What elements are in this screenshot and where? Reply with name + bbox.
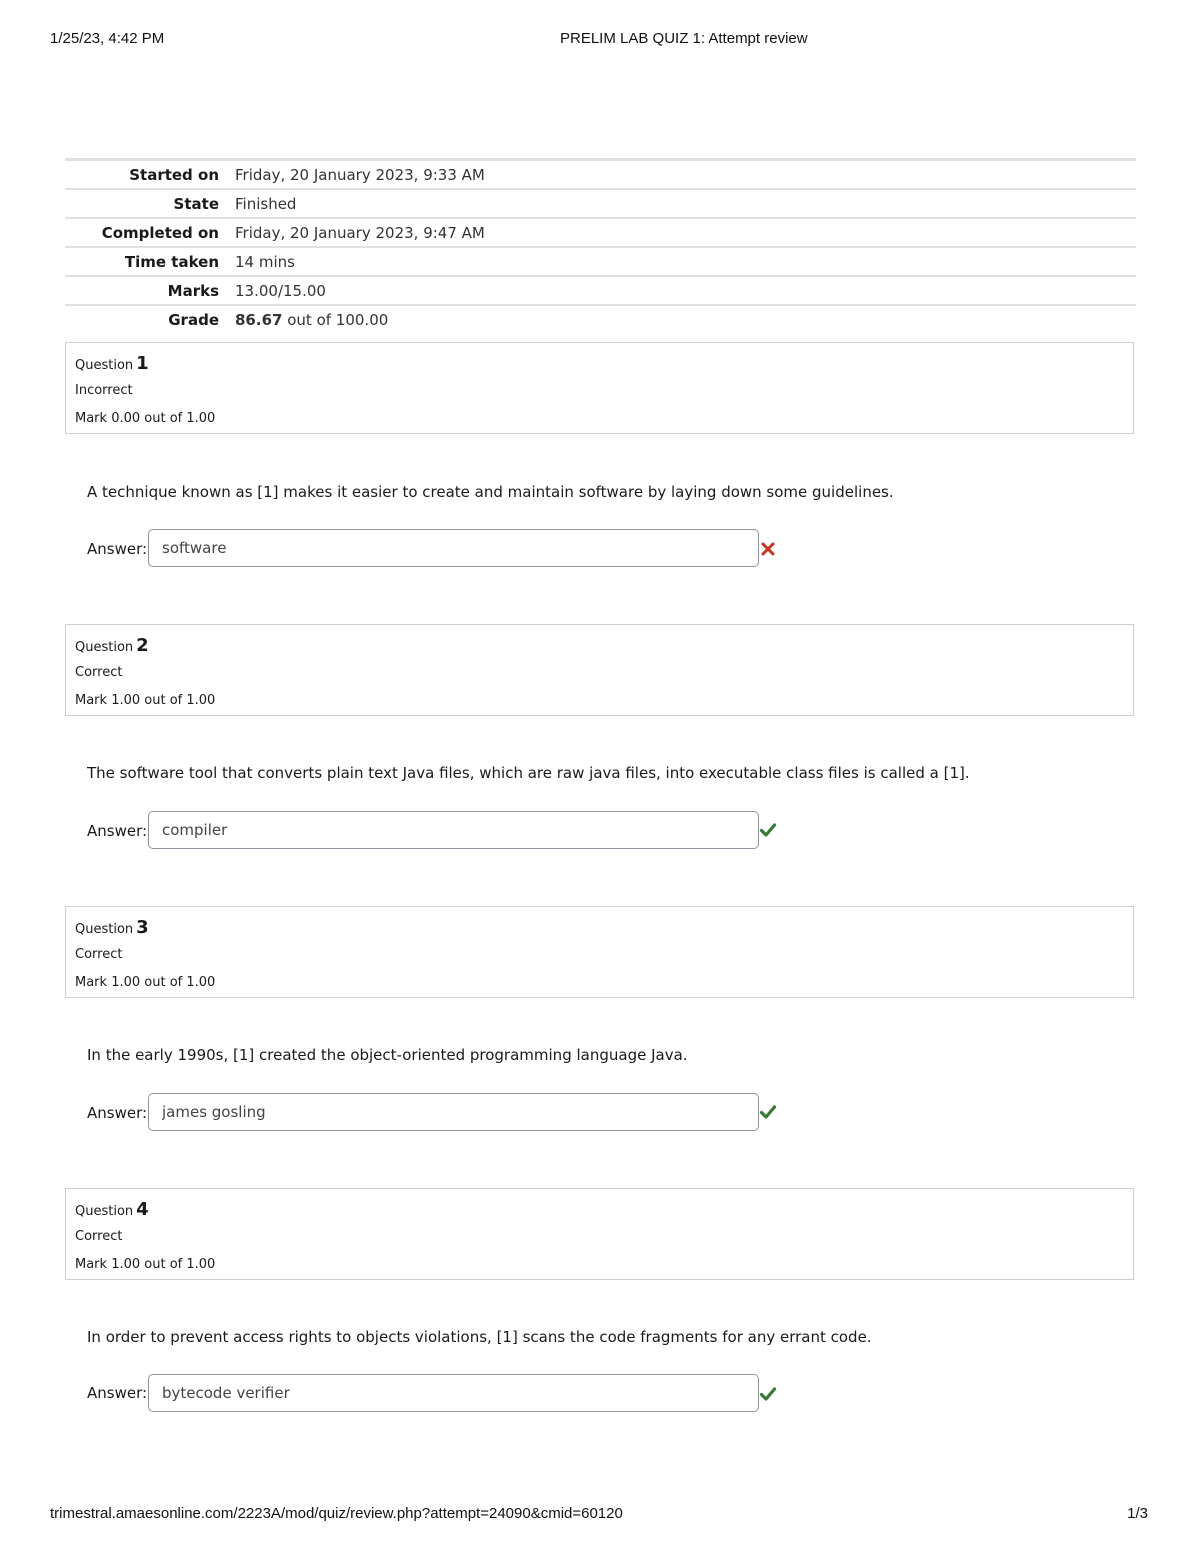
document-title: PRELIM LAB QUIZ 1: Attempt review: [560, 30, 808, 47]
print-footer: [50, 1505, 1148, 1525]
summary-label: Completed on: [101, 224, 219, 242]
question-text-4: In order to prevent access rights to objects violations, [1] scans the code fragments for any errant code.: [87, 1328, 872, 1346]
answer-label: Answer:: [87, 1104, 148, 1122]
answer-label: Answer:: [87, 822, 148, 840]
question-number: Question 4: [75, 1199, 149, 1220]
correct-check-icon: [760, 1386, 776, 1402]
answer-label: Answer:: [87, 540, 148, 558]
summary-label: Marks: [167, 282, 219, 300]
page-url: trimestral.amaesonline.com/2223A/mod/quiz/review.php?attempt=24090&cmid=60120: [50, 1505, 623, 1522]
question-number: Question 2: [75, 635, 149, 656]
question-mark: Mark 1.00 out of 1.00: [75, 975, 216, 990]
question-info-2: [65, 624, 1134, 716]
summary-row-completed: [65, 218, 1136, 247]
summary-label: Started on: [129, 166, 219, 184]
summary-value: Friday, 20 January 2023, 9:33 AM: [235, 166, 485, 184]
page-number: 1/3: [1127, 1505, 1148, 1522]
attempt-summary-table: [65, 158, 1136, 333]
question-text-3: In the early 1990s, [1] created the object-oriented programming language Java.: [87, 1046, 688, 1064]
question-state: Correct: [75, 947, 123, 962]
summary-row-started: [65, 160, 1136, 190]
question-text-1: A technique known as [1] makes it easier to create and maintain software by laying down some guidelines.: [87, 483, 894, 501]
summary-label: Grade: [168, 311, 219, 329]
summary-value: Friday, 20 January 2023, 9:47 AM: [235, 224, 485, 242]
summary-label: State: [173, 195, 219, 213]
answer-field-3[interactable]: [148, 1093, 759, 1131]
summary-value: 13.00/15.00: [235, 282, 326, 300]
summary-row-grade: [65, 305, 1136, 333]
answer-field-2[interactable]: [148, 811, 759, 849]
grade-value: 86.67: [235, 311, 283, 329]
correct-check-icon: [760, 822, 776, 838]
summary-row-state: [65, 189, 1136, 218]
summary-value: [235, 305, 1136, 333]
summary-row-time-taken: [65, 247, 1136, 276]
answer-field-4[interactable]: [148, 1374, 759, 1412]
question-info-3: [65, 906, 1134, 998]
summary-label: Time taken: [124, 253, 219, 271]
question-mark: Mark 1.00 out of 1.00: [75, 1257, 216, 1272]
question-state: Correct: [75, 1229, 123, 1244]
summary-value: Finished: [235, 195, 297, 213]
summary-value: 14 mins: [235, 253, 295, 271]
answer-label: Answer:: [87, 1384, 148, 1402]
print-header: [50, 30, 1150, 50]
incorrect-cross-icon: [760, 541, 776, 557]
question-mark: Mark 0.00 out of 1.00: [75, 411, 216, 426]
question-state: Correct: [75, 665, 123, 680]
question-state: Incorrect: [75, 383, 133, 398]
grade-suffix: out of 100.00: [287, 311, 389, 329]
question-number: Question 3: [75, 917, 149, 938]
question-number: Question 1: [75, 353, 149, 374]
print-date: 1/25/23, 4:42 PM: [50, 30, 165, 47]
question-info-4: [65, 1188, 1134, 1280]
summary-row-marks: [65, 276, 1136, 305]
answer-field-1[interactable]: [148, 529, 759, 567]
correct-check-icon: [760, 1104, 776, 1120]
question-mark: Mark 1.00 out of 1.00: [75, 693, 216, 708]
question-text-2: The software tool that converts plain text Java files, which are raw java files, into executable class files is called a [1].: [87, 764, 970, 782]
question-info-1: [65, 342, 1134, 434]
